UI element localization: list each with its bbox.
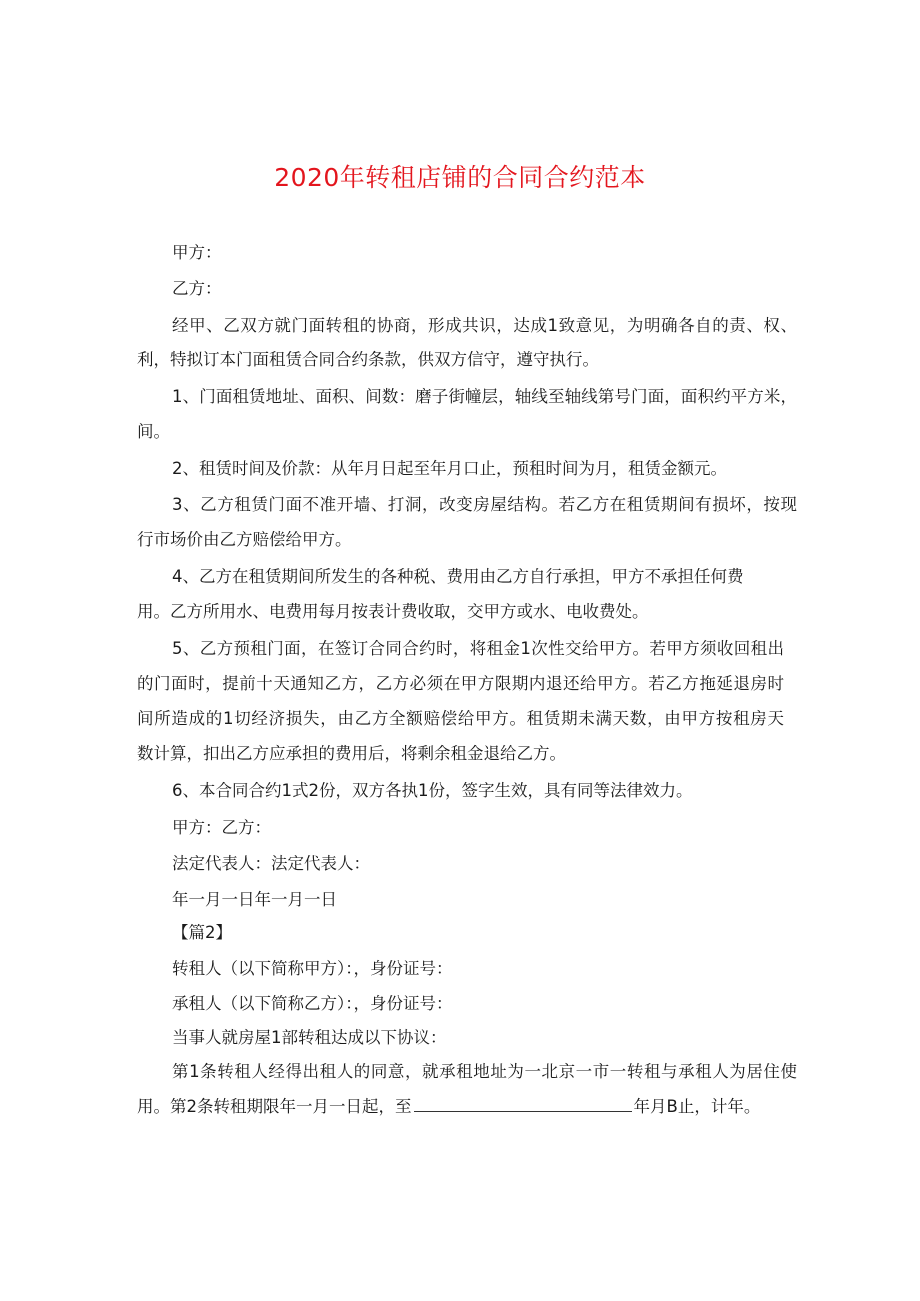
clause-5-line-2: 的门面时，提前十天通知乙方，乙方必须在甲方限期内退还给甲方。若乙方拖延退房时 [137,674,784,693]
clause-1-line-2: 间。 [137,422,170,441]
clause-4-line-1: 4、乙方在租赁期间所发生的各种税、费用由乙方自行承担，甲方不承担任何费 [172,567,744,586]
intro-line-1: 经甲、乙双方就门面转租的协商，形成共识，达成1致意见，为明确各自的责、权、 [172,316,797,335]
signature-dates: 年一月一日年一月一日 [172,890,337,909]
sublessee-line: 承租人（以下简称乙方）：，身份证号： [172,994,453,1013]
section-2-heading: 【篇2】 [172,923,232,942]
article-2-line [137,1095,797,1119]
intro-line-2: 利，特拟订本门面租赁合同合约条款，供双方信守，遵守执行。 [137,350,599,369]
clause-5-line-4: 数计算，扣出乙方应承担的费用后，将剩余租金退给乙方。 [137,744,566,763]
party-b-label: 乙方： [172,279,222,298]
clause-5-line-1: 5、乙方预租门面，在签订合同合约时，将租金1次性交给甲方。若甲方须收回租出 [172,639,784,658]
fill-in-blank [414,1097,632,1112]
article-2-start: 用。第2条转租期限年一月一日起，至 [137,1097,412,1116]
clause-6: 6、本合同合约1式2份，双方各执1份，签字生效，具有同等法律效力。 [172,781,693,800]
agreement-line: 当事人就房屋1部转租达成以下协议： [172,1028,447,1047]
signature-parties: 甲方：乙方： [172,818,271,837]
clause-3-line-2: 行市场价由乙方赔偿给甲方。 [137,530,352,549]
clause-5-line-3: 间所造成的1切经济损失，由乙方全额赔偿给甲方。租赁期未满天数，由甲方按租房天 [137,709,784,728]
clause-2: 2、租赁时间及价款：从年月日起至年月口止，预租时间为月，租赁金额元。 [172,459,727,478]
article-2-end: 年月B止，计年。 [633,1097,761,1116]
article-1-line: 第1条转租人经得出租人的同意，就承租地址为一北京一市一转租与承租人为居住使 [172,1062,797,1081]
clause-3-line-1: 3、乙方租赁门面不准开墙、打洞，改变房屋结构。若乙方在租赁期间有损坏，按现 [172,495,797,514]
clause-4-line-2: 用。乙方所用水、电费用每月按表计费收取，交甲方或水、电收费处。 [137,602,649,621]
party-a-label: 甲方： [172,243,222,262]
signature-representatives: 法定代表人：法定代表人： [172,854,370,873]
sublessor-line: 转租人（以下简称甲方）：，身份证号： [172,959,453,978]
document-title: 2020年转租店铺的合同合约范本 [274,163,646,192]
clause-1-line-1: 1、门面租赁地址、面积、间数：磨子街幢层，轴线至轴线第号门面，面积约平方米， [172,387,797,406]
